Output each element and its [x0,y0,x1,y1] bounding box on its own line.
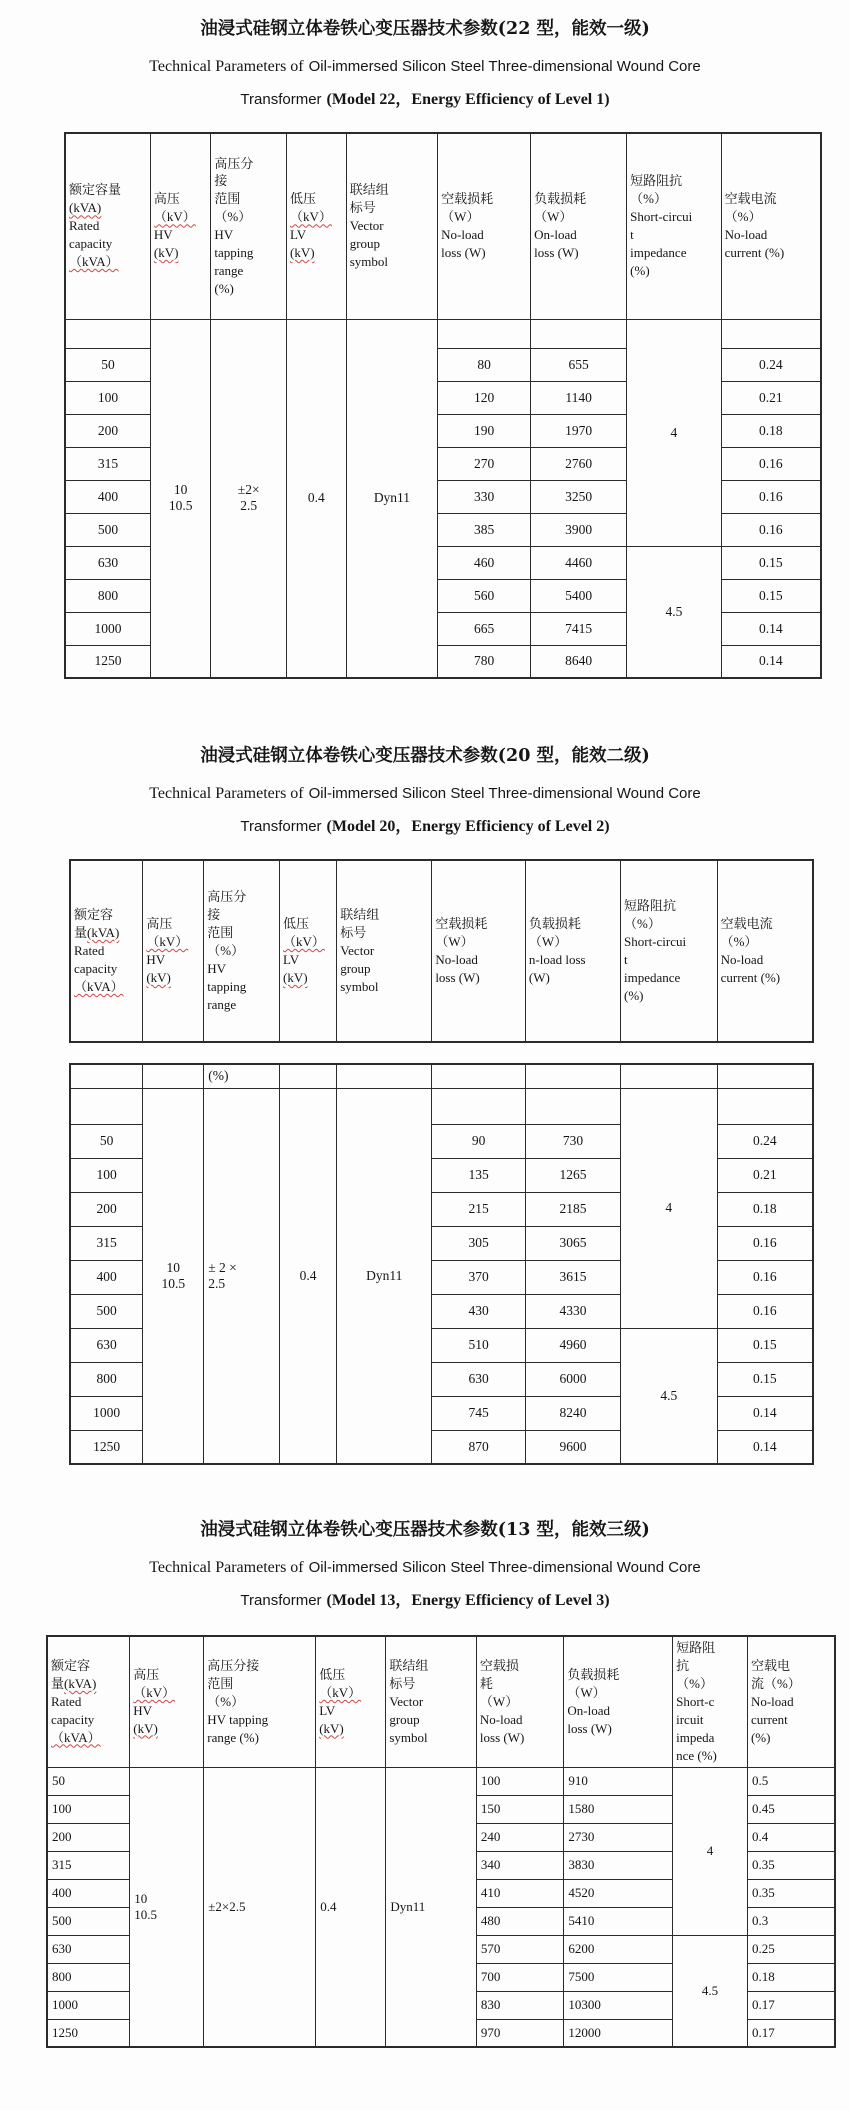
data-cell: 80 [438,348,531,381]
section-caption-line2 [0,1584,850,1617]
data-cell [438,319,531,348]
data-cell [525,1088,620,1124]
spellcheck-squiggle: （kVA） [74,978,124,994]
section-caption-line2 [0,810,850,843]
data-cell: 10 10.5 [150,319,210,678]
column-header: 负载损耗 （W） On-load loss (W) [564,1636,673,1767]
spellcheck-squiggle: （kVA） [69,254,119,270]
data-cell: 100 [476,1767,563,1795]
data-cell: 0.16 [721,513,821,546]
data-cell: 800 [65,579,150,612]
data-cell: 630 [432,1362,526,1396]
column-header: 空载电流 （%） No-load current (%) [717,860,813,1042]
data-cell: 135 [432,1158,526,1192]
data-cell: 0.18 [747,1963,835,1991]
data-cell: 8240 [525,1396,620,1430]
data-cell: 1140 [531,381,627,414]
data-cell: 630 [47,1935,130,1963]
data-cell: 190 [438,414,531,447]
column-header: 高压 （kV） HV (kV) [150,133,210,319]
column-header: 联结组 标号 Vector group symbol [337,860,432,1042]
data-cell: 5400 [531,579,627,612]
column-header: 短路阻抗 （%） Short-circui t impedance (%) [621,860,718,1042]
data-cell: 4 [673,1767,748,1935]
data-cell: 370 [432,1260,526,1294]
column-header: 高压分接 范围 （%） HV tapping range (%) [204,1636,316,1767]
data-cell [143,1064,204,1088]
data-cell [525,1064,620,1088]
section-caption-line1 [0,1551,850,1584]
data-cell: 6000 [525,1362,620,1396]
spellcheck-squiggle: (kV) [146,969,171,985]
data-cell: 330 [438,480,531,513]
data-cell: 0.4 [316,1767,386,2047]
section-model-22 [0,0,850,679]
column-header: 额定容 量(kVA) Rated capacity （kVA） [70,860,143,1042]
data-cell: 0.16 [717,1294,813,1328]
spellcheck-squiggle: (kVA) [87,925,120,941]
data-cell: 400 [47,1879,130,1907]
data-cell: 0.14 [717,1430,813,1464]
spellcheck-squiggle: （kV） [289,209,332,225]
data-cell: 2760 [531,447,627,480]
data-cell: 200 [65,414,150,447]
data-cell: 240 [476,1823,563,1851]
data-cell: 1000 [70,1396,143,1430]
data-cell: 215 [432,1192,526,1226]
data-cell: 500 [70,1294,143,1328]
data-cell: 10 10.5 [143,1088,204,1464]
data-cell: 0.14 [721,612,821,645]
data-cell: 7415 [531,612,627,645]
data-cell: 50 [70,1124,143,1158]
caption-sans-part: Transformer [240,1592,322,1609]
data-cell: 3830 [564,1851,673,1879]
column-header: 高压 （kV） HV (kV) [130,1636,204,1767]
table-row [47,1767,835,1795]
data-cell: 1250 [65,645,150,678]
spellcheck-squiggle: （kV） [283,934,325,950]
data-cell [717,1088,813,1124]
spellcheck-squiggle: (kV) [289,245,315,261]
data-cell: 2730 [564,1823,673,1851]
data-cell [717,1064,813,1088]
data-cell: 4 [627,319,722,546]
data-cell: Dyn11 [346,319,437,678]
data-cell: 0.4 [286,319,346,678]
data-cell: 4330 [525,1294,620,1328]
data-cell: 0.17 [747,1991,835,2019]
data-cell: 0.5 [747,1767,835,1795]
table-row [70,1064,813,1088]
data-cell: 730 [525,1124,620,1158]
data-cell: (%) [204,1064,280,1088]
data-cell: 500 [65,513,150,546]
data-cell: 480 [476,1907,563,1935]
data-cell [70,1064,143,1088]
data-cell: 0.24 [721,348,821,381]
data-cell: 3065 [525,1226,620,1260]
data-cell: 0.21 [721,381,821,414]
spellcheck-squiggle: （kV） [153,209,196,225]
data-cell: 0.35 [747,1879,835,1907]
data-cell: 12000 [564,2019,673,2047]
column-header: 空载电流 （%） No-load current (%) [721,133,821,319]
data-cell: 400 [65,480,150,513]
caption-serif-part: (Model 13，Energy Efficiency of Level 3) [326,1592,610,1609]
spellcheck-squiggle: (kVA) [64,1675,97,1691]
column-header: 联结组 标号 Vector group symbol [386,1636,477,1767]
data-cell: 3250 [531,480,627,513]
data-cell: 4.5 [673,1935,748,2047]
table-model22-parameters [64,132,822,679]
data-cell: 315 [65,447,150,480]
data-cell [432,1064,526,1088]
data-cell [721,319,821,348]
data-cell: 120 [438,381,531,414]
column-header: 短路阻抗 （%） Short-circui t impedance (%) [627,133,722,319]
column-header: 短路阻 抗 （%） Short-c ircuit impeda nce (%) [673,1636,748,1767]
column-header: 高压分 接 范围 （%） HV tapping range (%) [211,133,287,319]
data-cell: 9600 [525,1430,620,1464]
data-cell: 0.14 [717,1396,813,1430]
data-cell: 700 [476,1963,563,1991]
data-cell: 270 [438,447,531,480]
table-row [70,1088,813,1124]
caption-serif-part: Technical Parameters of [149,785,304,802]
column-header: 高压 （kV） HV (kV) [143,860,204,1042]
table-header-row [47,1636,835,1767]
caption-serif-part: Technical Parameters of [149,1559,304,1576]
data-cell: 665 [438,612,531,645]
data-cell [432,1088,526,1124]
data-cell: 0.24 [717,1124,813,1158]
data-cell: 100 [70,1158,143,1192]
column-header: 额定容量 (kVA) Rated capacity （kVA） [65,133,150,319]
column-header: 空载损耗 （W） No-load loss (W) [432,860,526,1042]
data-cell: 90 [432,1124,526,1158]
data-cell: 410 [476,1879,563,1907]
data-cell: 430 [432,1294,526,1328]
section-title-zh: 油浸式硅钢立体卷铁心变压器技术参数(20 型，能效二级) [200,746,650,766]
data-cell: 780 [438,645,531,678]
caption-serif-part: (Model 22，Energy Efficiency of Level 1) [326,91,610,108]
data-cell: 0.16 [717,1260,813,1294]
data-cell: 0.15 [721,579,821,612]
data-cell: 1250 [70,1430,143,1464]
data-cell: 3900 [531,513,627,546]
data-cell: 0.16 [721,447,821,480]
data-cell: 340 [476,1851,563,1879]
data-cell: 1265 [525,1158,620,1192]
data-cell [280,1064,337,1088]
data-cell: 4.5 [627,546,722,678]
data-cell: 1000 [65,612,150,645]
data-cell: 1250 [47,2019,130,2047]
column-header: 空载电 流（%） No-load current (%) [747,1636,835,1767]
data-cell: 8640 [531,645,627,678]
table-model20-body [69,1063,814,1465]
data-cell: 0.16 [721,480,821,513]
spellcheck-squiggle: (kVA) [69,200,102,216]
data-cell: 0.15 [717,1362,813,1396]
data-cell: 0.35 [747,1851,835,1879]
section-caption-line1 [0,777,850,810]
caption-sans-part: Transformer [240,91,322,108]
data-cell: 315 [47,1851,130,1879]
data-cell: 315 [70,1226,143,1260]
data-cell: 50 [65,348,150,381]
data-cell: 0.15 [717,1328,813,1362]
table-header-row [70,860,813,1042]
data-cell: 0.16 [717,1226,813,1260]
data-cell: 0.18 [721,414,821,447]
column-header: 空载损 耗 （W） No-load loss (W) [476,1636,563,1767]
data-cell: 800 [70,1362,143,1396]
data-cell: 0.21 [717,1158,813,1192]
column-header: 空载损耗 （W） No-load loss (W) [438,133,531,319]
data-cell: 560 [438,579,531,612]
data-cell: 10300 [564,1991,673,2019]
caption-serif-part: (Model 20，Energy Efficiency of Level 2) [326,818,610,835]
section-title-zh: 油浸式硅钢立体卷铁心变压器技术参数(13 型，能效三级) [200,1520,650,1540]
data-cell: ±2×2.5 [204,1767,316,2047]
column-header: 额定容 量(kVA) Rated capacity （kVA） [47,1636,130,1767]
data-cell: 0.45 [747,1795,835,1823]
data-cell: 0.4 [280,1088,337,1464]
data-cell: 0.3 [747,1907,835,1935]
data-cell: 0.25 [747,1935,835,1963]
caption-sans-part: Oil-immersed Silicon Steel Three-dimensional Wound Core [308,58,701,75]
section-caption-line2 [0,83,850,116]
data-cell: 570 [476,1935,563,1963]
data-cell: 0.15 [721,546,821,579]
data-cell: ±2× 2.5 [211,319,287,678]
column-header: 低压 （kV） LV (kV) [280,860,337,1042]
data-cell: 50 [47,1767,130,1795]
table-model13-parameters [46,1635,836,2048]
data-cell: 6200 [564,1935,673,1963]
data-cell: 910 [564,1767,673,1795]
data-cell: 385 [438,513,531,546]
spellcheck-squiggle: （kV） [146,934,189,950]
data-cell: 1970 [531,414,627,447]
spellcheck-squiggle: （kVA） [51,1729,101,1745]
caption-sans-part: Transformer [240,818,322,835]
data-cell: 630 [65,546,150,579]
data-cell: 200 [47,1823,130,1851]
data-cell: 870 [432,1430,526,1464]
spellcheck-squiggle: (kV) [133,1720,158,1736]
data-cell: 4460 [531,546,627,579]
data-cell [621,1064,718,1088]
data-cell: 500 [47,1907,130,1935]
data-cell: 1000 [47,1991,130,2019]
data-cell [70,1088,143,1124]
data-cell: 10 10.5 [130,1767,204,2047]
data-cell: 0.14 [721,645,821,678]
data-cell: 5410 [564,1907,673,1935]
data-cell: 460 [438,546,531,579]
table-header-row [65,133,821,319]
data-cell: 4520 [564,1879,673,1907]
data-cell: 1580 [564,1795,673,1823]
data-cell: 4960 [525,1328,620,1362]
data-cell: 200 [70,1192,143,1226]
table-model20-header [69,859,814,1043]
data-cell: 655 [531,348,627,381]
spellcheck-squiggle: (kV) [319,1720,344,1736]
spellcheck-squiggle: (kV) [283,969,308,985]
data-cell: 3615 [525,1260,620,1294]
data-cell: 4 [621,1088,718,1328]
data-cell: ± 2 × 2.5 [204,1088,280,1464]
data-cell: 400 [70,1260,143,1294]
data-cell: 970 [476,2019,563,2047]
data-cell: 100 [47,1795,130,1823]
data-cell: 2185 [525,1192,620,1226]
data-cell: 630 [70,1328,143,1362]
data-cell: 830 [476,1991,563,2019]
data-cell: Dyn11 [386,1767,477,2047]
section-model-13 [0,1465,850,2048]
column-header: 负载损耗 （W） n-load loss (W) [525,860,620,1042]
spellcheck-squiggle: （kV） [133,1684,176,1700]
data-cell: 745 [432,1396,526,1430]
spellcheck-squiggle: （kV） [319,1684,362,1700]
column-header: 低压 （kV） LV (kV) [316,1636,386,1767]
section-model-20 [0,679,850,1465]
column-header: 高压分 接 范围 （%） HV tapping range [204,860,280,1042]
section-caption-line1 [0,50,850,83]
spellcheck-squiggle: (kV) [153,245,179,261]
data-cell: 0.17 [747,2019,835,2047]
data-cell: 100 [65,381,150,414]
section-title-zh: 油浸式硅钢立体卷铁心变压器技术参数(22 型，能效一级) [200,19,650,39]
data-cell: Dyn11 [337,1088,432,1464]
column-header: 联结组 标号 Vector group symbol [346,133,437,319]
data-cell: 800 [47,1963,130,1991]
data-cell: 4.5 [621,1328,718,1464]
data-cell: 7500 [564,1963,673,1991]
data-cell [65,319,150,348]
caption-sans-part: Oil-immersed Silicon Steel Three-dimensional Wound Core [308,1559,701,1576]
column-header: 低压 （kV） LV (kV) [286,133,346,319]
data-cell: 510 [432,1328,526,1362]
data-cell: 0.18 [717,1192,813,1226]
caption-serif-part: Technical Parameters of [149,58,304,75]
data-cell: 305 [432,1226,526,1260]
data-cell [337,1064,432,1088]
caption-sans-part: Oil-immersed Silicon Steel Three-dimensional Wound Core [308,785,701,802]
table-row [65,319,821,348]
data-cell [531,319,627,348]
data-cell: 0.4 [747,1823,835,1851]
column-header: 负载损耗 （W） On-load loss (W) [531,133,627,319]
data-cell: 150 [476,1795,563,1823]
